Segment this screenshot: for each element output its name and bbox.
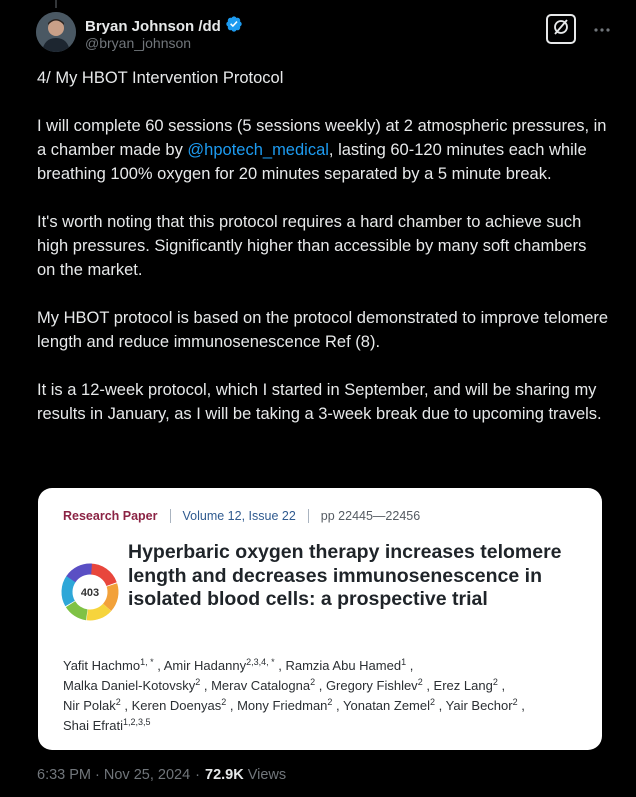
author-affiliation: 2 — [115, 697, 121, 707]
author-name: Shai Efrati — [63, 718, 123, 733]
verified-badge-icon — [225, 15, 243, 38]
thread-line — [55, 0, 57, 8]
author-entry — [237, 698, 332, 713]
author-name: Yafit Hachmo — [63, 658, 141, 673]
author-name: Amir Hadanny — [163, 658, 247, 673]
grok-icon — [552, 18, 570, 41]
author-entry — [63, 678, 200, 693]
tweet-text: , lasting 60-120 minutes each while breathing 100% oxygen for 20 minutes separated by a 5 minute break. — [37, 141, 587, 183]
paper-volume: Volume 12, Issue 22 — [182, 509, 296, 523]
views-count: 72.9K — [205, 767, 244, 783]
timestamp[interactable]: 6:33 PM · Nov 25, 2024 — [37, 767, 191, 783]
author-entry — [343, 698, 435, 713]
author-affiliation: 2 — [221, 697, 227, 707]
author-affiliation: 1 — [401, 657, 407, 667]
author-entry — [326, 678, 423, 693]
tweet-paragraph-4: My HBOT protocol is based on the protocol demonstrated to improve telomere length and reduce immunosenescence Ref (8). — [37, 309, 609, 351]
paper-type-label: Research Paper — [63, 509, 158, 523]
tweet-paragraph-2 — [37, 114, 609, 186]
author-name: Keren Doenyas — [131, 698, 222, 713]
author-name: Nir Polak — [63, 698, 116, 713]
author-affiliation: 1, * — [140, 657, 154, 667]
author-affiliation: 2 — [327, 697, 333, 707]
author-name: Mony Friedman — [237, 698, 328, 713]
author-affiliation: 2 — [512, 697, 518, 707]
paper-title: Hyperbaric oxygen therapy increases telomere length and decreases immunosenescence in isolated blood cells: a prospective trial — [128, 541, 562, 610]
separator: · — [195, 767, 200, 783]
author-entry — [132, 698, 227, 713]
tweet-text: I will complete 60 sessions (5 sessions weekly) at 2 atmospheric pressures, in a chamber made by — [37, 117, 607, 159]
views-label: Views — [247, 767, 287, 783]
author-entry — [63, 658, 154, 673]
altmetric-score: 403 — [80, 587, 100, 599]
tweet-body — [37, 66, 609, 426]
grok-button[interactable] — [546, 14, 576, 44]
tweet-paragraph-3: It's worth noting that this protocol requires a hard chamber to achieve such high pressures. Significantly higher than accessible by many soft chambers on the market. — [37, 213, 587, 279]
author-affiliation: 2 — [492, 677, 498, 687]
author-name[interactable]: Bryan Johnson /dd — [85, 18, 221, 35]
author-name: Malka Daniel-Kotovsky — [63, 678, 196, 693]
paper-pages: pp 22445—22456 — [320, 509, 421, 523]
tweet-header — [36, 12, 616, 56]
author-affiliation: 2 — [310, 677, 316, 687]
author-entry — [434, 678, 498, 693]
more-icon — [594, 19, 610, 37]
author-entry — [446, 698, 518, 713]
author-name: Erez Lang — [433, 678, 493, 693]
author-entry — [63, 718, 151, 733]
avatar[interactable] — [36, 12, 76, 52]
author-name: Gregory Fishlev — [325, 678, 418, 693]
tweet-paragraph-5: It is a 12-week protocol, which I started in September, and will be sharing my results in January, as I will be taking a 3-week break due to upcoming travels. — [37, 381, 602, 423]
author-name: Merav Catalogna — [211, 678, 311, 693]
author-affiliation: 2 — [430, 697, 436, 707]
paper-authors: Yafit Hachmo$^{1, *}$ , Amir Hadanny$^{2,3,4, *}$ , Ramzia Abu Hamed$^1$ , Malka Daniel-Kotovsky$^2$ , Merav Catalogna$^2$ , Gregory Fishlev$^2$ , Erez Lang$^2$ , Nir Polak$^2$ , Keren Doenyas$^2$ , Mony Friedman$^2$ , Yonatan Zemel$^2$ , Yair Bechor$^2$ , Shai Efrati$^{1,2,3,5}$ — [63, 657, 525, 733]
tweet-footer — [37, 767, 286, 783]
more-button[interactable] — [590, 16, 614, 40]
author-name: Yonatan Zemel — [343, 698, 431, 713]
divider — [170, 509, 171, 523]
author-entry — [285, 658, 406, 673]
author-affiliation: 2 — [195, 677, 201, 687]
author-affiliation: 2,3,4, * — [246, 657, 275, 667]
tweet-paragraph-1: 4/ My HBOT Intervention Protocol — [37, 69, 284, 87]
author-affiliation: 1,2,3,5 — [122, 717, 151, 727]
author-affiliation: 2 — [417, 677, 423, 687]
media-image-card[interactable] — [38, 488, 602, 750]
author-handle[interactable]: @bryan_johnson — [85, 35, 192, 51]
author-name: Yair Bechor — [445, 698, 513, 713]
paper-meta — [63, 509, 420, 523]
divider — [308, 509, 309, 523]
author-name: Ramzia Abu Hamed — [285, 658, 402, 673]
mention-link[interactable]: @hpotech_medical — [187, 141, 329, 159]
author-entry — [164, 658, 275, 673]
author-entry — [63, 698, 121, 713]
altmetric-badge — [60, 562, 120, 622]
author-entry — [211, 678, 315, 693]
